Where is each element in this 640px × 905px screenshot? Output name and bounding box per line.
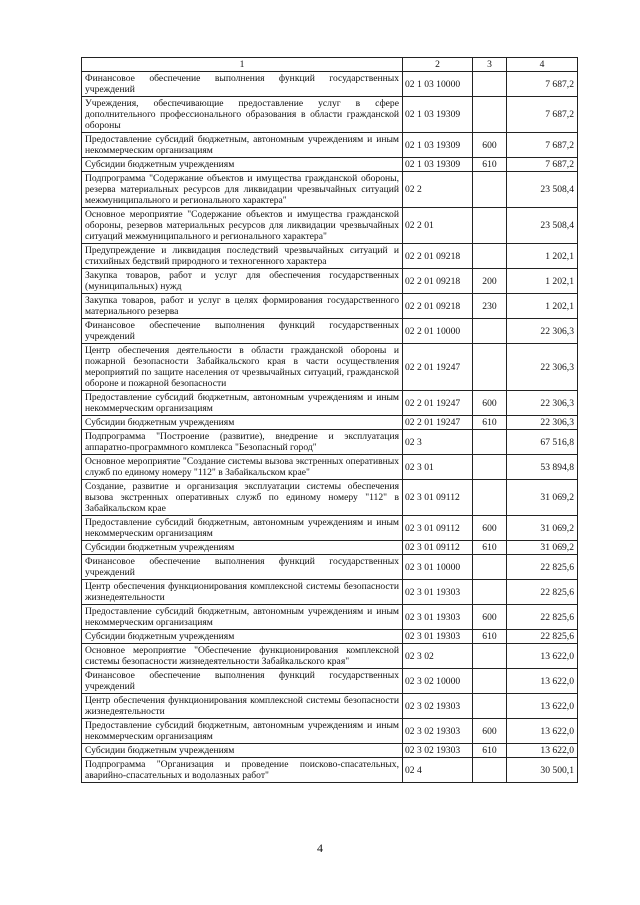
table-row [82,416,578,430]
table-row [82,158,578,172]
row-name-cell: Закупка товаров, работ и услуг для обеспечения государственных (муниципальных) нужд [82,269,403,294]
row-vr-cell [473,344,507,391]
table-row [82,516,578,541]
row-vr-cell [473,669,507,694]
row-name-cell: Субсидии бюджетным учреждениям [82,744,403,758]
header-cell-amount: 4 [507,58,578,72]
row-vr-cell [473,480,507,516]
row-name-cell: Предоставление субсидий бюджетным, автономным учреждениям и иным некоммерческим организациям [82,605,403,630]
table-row [82,758,578,783]
row-amount-cell: 53 894,8 [507,455,578,480]
row-amount-cell: 31 069,2 [507,541,578,555]
table-row [82,391,578,416]
row-vr-cell: 600 [473,605,507,630]
table-row [82,669,578,694]
row-name-cell: Подпрограмма "Построение (развитие), внедрение и эксплуатация аппаратно-программного комплекса "Безопасный город" [82,430,403,455]
row-code-cell: 02 3 01 19303 [403,580,473,605]
table-row [82,630,578,644]
table-row [82,72,578,97]
table-row [82,97,578,133]
table-row [82,555,578,580]
row-name-cell: Финансовое обеспечение выполнения функций государственных учреждений [82,319,403,344]
row-vr-cell: 610 [473,744,507,758]
row-vr-cell: 610 [473,541,507,555]
row-code-cell: 02 3 02 [403,644,473,669]
row-amount-cell: 7 687,2 [507,97,578,133]
row-code-cell: 02 3 02 19303 [403,744,473,758]
row-code-cell: 02 3 01 10000 [403,555,473,580]
row-vr-cell [473,244,507,269]
table-row [82,344,578,391]
header-cell-vr: 3 [473,58,507,72]
row-vr-cell: 600 [473,516,507,541]
row-amount-cell: 31 069,2 [507,480,578,516]
row-amount-cell: 7 687,2 [507,133,578,158]
row-amount-cell: 22 825,6 [507,605,578,630]
row-vr-cell: 610 [473,416,507,430]
row-code-cell: 02 2 01 19247 [403,416,473,430]
header-cell-name: 1 [82,58,403,72]
row-vr-cell: 600 [473,391,507,416]
row-name-cell: Учреждения, обеспечивающие предоставление услуг в сфере дополнительного профессионального образования в области гражданской обороны [82,97,403,133]
header-row [82,58,578,72]
row-vr-cell [473,694,507,719]
row-vr-cell: 610 [473,158,507,172]
row-code-cell: 02 1 03 19309 [403,97,473,133]
row-name-cell: Предупреждение и ликвидация последствий чрезвычайных ситуаций и стихийных бедствий природного и техногенного характера [82,244,403,269]
table-row [82,744,578,758]
row-amount-cell: 1 202,1 [507,244,578,269]
row-amount-cell: 67 516,8 [507,430,578,455]
row-amount-cell: 22 306,3 [507,391,578,416]
row-code-cell: 02 3 01 19303 [403,605,473,630]
row-vr-cell: 230 [473,294,507,319]
table-row [82,480,578,516]
row-code-cell: 02 3 [403,430,473,455]
row-name-cell: Основное мероприятие "Содержание объектов и имущества гражданской обороны, резервов материальных ресурсов для ликвидации чрезвычайных ситуаций межмуниципального и регионального характера" [82,208,403,244]
table-body [82,72,578,783]
row-name-cell: Центр обеспечения функционирования комплексной системы безопасности жизнедеятельности [82,694,403,719]
row-vr-cell [473,208,507,244]
row-amount-cell: 13 622,0 [507,744,578,758]
row-amount-cell: 30 500,1 [507,758,578,783]
row-vr-cell [473,555,507,580]
table-row [82,172,578,208]
table-row [82,644,578,669]
header-cell-code: 2 [403,58,473,72]
table-row [82,319,578,344]
table-row [82,430,578,455]
row-name-cell: Центр обеспечения функционирования комплексной системы безопасности жизнедеятельности [82,580,403,605]
row-name-cell: Субсидии бюджетным учреждениям [82,416,403,430]
row-name-cell: Основное мероприятие "Обеспечение функционирования комплексной системы безопасности жизнедеятельности Забайкальского края" [82,644,403,669]
row-name-cell: Предоставление субсидий бюджетным, автономным учреждениям и иным некоммерческим организациям [82,133,403,158]
row-amount-cell: 23 508,4 [507,208,578,244]
row-name-cell: Субсидии бюджетным учреждениям [82,541,403,555]
row-name-cell: Предоставление субсидий бюджетным, автономным учреждениям и иным некоммерческим организациям [82,516,403,541]
row-name-cell: Предоставление субсидий бюджетным, автономным учреждениям и иным некоммерческим организациям [82,719,403,744]
row-code-cell: 02 3 02 10000 [403,669,473,694]
row-vr-cell [473,644,507,669]
row-amount-cell: 31 069,2 [507,516,578,541]
row-code-cell: 02 2 01 09218 [403,294,473,319]
row-vr-cell [473,430,507,455]
row-amount-cell: 23 508,4 [507,172,578,208]
row-amount-cell: 7 687,2 [507,158,578,172]
row-code-cell: 02 2 01 [403,208,473,244]
row-code-cell: 02 3 02 19303 [403,694,473,719]
row-vr-cell [473,97,507,133]
row-name-cell: Основное мероприятие "Создание системы вызова экстренных оперативных служб по единому номеру "112" в Забайкальском крае" [82,455,403,480]
row-code-cell: 02 1 03 19309 [403,158,473,172]
row-vr-cell [473,319,507,344]
row-name-cell: Финансовое обеспечение выполнения функций государственных учреждений [82,555,403,580]
row-name-cell: Финансовое обеспечение выполнения функций государственных учреждений [82,72,403,97]
table-row [82,208,578,244]
row-amount-cell: 22 825,6 [507,580,578,605]
row-amount-cell: 13 622,0 [507,644,578,669]
row-amount-cell: 13 622,0 [507,719,578,744]
row-code-cell: 02 4 [403,758,473,783]
row-name-cell: Финансовое обеспечение выполнения функций государственных учреждений [82,669,403,694]
row-vr-cell [473,72,507,97]
row-vr-cell: 610 [473,630,507,644]
row-name-cell: Предоставление субсидий бюджетным, автономным учреждениям и иным некоммерческим организациям [82,391,403,416]
row-vr-cell: 200 [473,269,507,294]
row-code-cell: 02 1 03 19309 [403,133,473,158]
table-row [82,294,578,319]
row-name-cell: Субсидии бюджетным учреждениям [82,630,403,644]
row-name-cell: Подпрограмма "Организация и проведение поисково-спасательных, аварийно-спасательных и водолазных работ" [82,758,403,783]
row-vr-cell [473,580,507,605]
row-code-cell: 02 2 01 19247 [403,391,473,416]
row-code-cell: 02 3 02 19303 [403,719,473,744]
row-name-cell: Закупка товаров, работ и услуг в целях формирования государственного материального резерва [82,294,403,319]
row-code-cell: 02 3 01 09112 [403,516,473,541]
row-amount-cell: 22 825,6 [507,555,578,580]
row-amount-cell: 22 825,6 [507,630,578,644]
row-vr-cell [473,172,507,208]
row-code-cell: 02 2 01 09218 [403,244,473,269]
row-amount-cell: 1 202,1 [507,294,578,319]
row-code-cell: 02 3 01 09112 [403,541,473,555]
table-row [82,541,578,555]
row-amount-cell: 13 622,0 [507,694,578,719]
row-amount-cell: 22 306,3 [507,416,578,430]
row-amount-cell: 7 687,2 [507,72,578,97]
row-name-cell: Субсидии бюджетным учреждениям [82,158,403,172]
row-code-cell: 02 3 01 [403,455,473,480]
table-row [82,455,578,480]
table-row [82,719,578,744]
row-amount-cell: 22 306,3 [507,319,578,344]
row-amount-cell: 1 202,1 [507,269,578,294]
row-amount-cell: 22 306,3 [507,344,578,391]
row-vr-cell [473,455,507,480]
page-number: 4 [317,841,323,855]
document-page [81,57,577,783]
table-row [82,269,578,294]
row-vr-cell [473,758,507,783]
row-name-cell: Подпрограмма "Содержание объектов и имущества гражданской обороны, резерва материальных ресурсов для ликвидации чрезвычайных ситуаций межмуниципального и регионального характера" [82,172,403,208]
table-row [82,580,578,605]
table-row [82,694,578,719]
table-row [82,244,578,269]
row-code-cell: 02 3 01 09112 [403,480,473,516]
row-code-cell: 02 2 01 19247 [403,344,473,391]
row-vr-cell: 600 [473,133,507,158]
row-code-cell: 02 1 03 10000 [403,72,473,97]
budget-table [81,57,578,783]
row-amount-cell: 13 622,0 [507,669,578,694]
row-vr-cell: 600 [473,719,507,744]
row-name-cell: Создание, развитие и организация эксплуатации системы обеспечения вызова экстренных оперативных служб по единому номеру "112" в Забайкальском крае [82,480,403,516]
row-code-cell: 02 2 [403,172,473,208]
row-code-cell: 02 2 01 09218 [403,269,473,294]
row-name-cell: Центр обеспечения деятельности в области гражданской обороны и пожарной безопасности Забайкальского края в части осуществления мероприятий по защите населения от чрезвычайных ситуаций, гражданской обороне и пожарной безопасности [82,344,403,391]
row-code-cell: 02 2 01 10000 [403,319,473,344]
row-code-cell: 02 3 01 19303 [403,630,473,644]
table-row [82,133,578,158]
table-row [82,605,578,630]
